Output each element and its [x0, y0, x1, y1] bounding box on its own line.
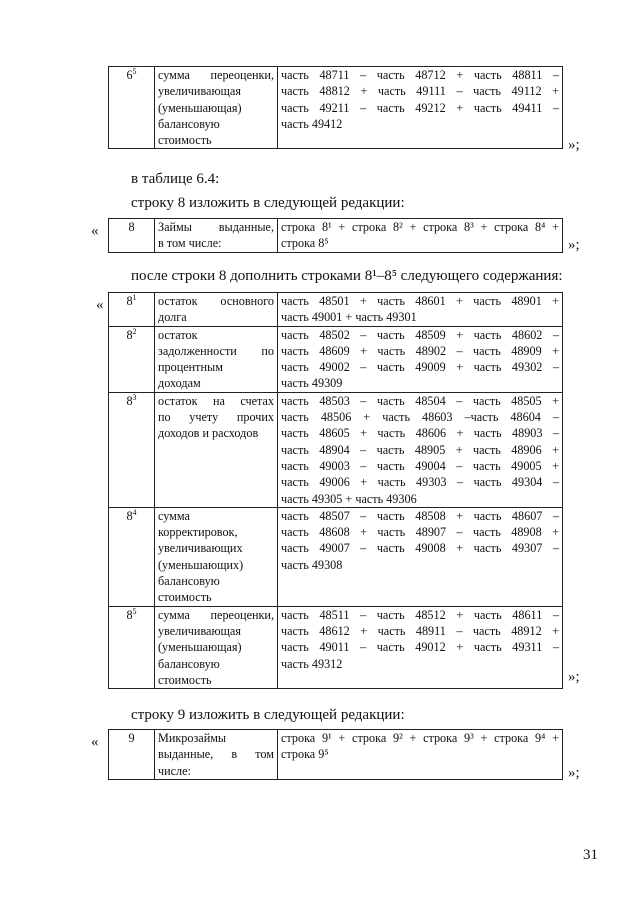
row-formula: часть 48503 – часть 48504 – часть 48505 + часть 48506 + часть 48603 –часть 48604 – часть 48605 + часть 48606 + часть 48903 – часть 48904 – часть 48905 + часть 48906 + часть 49003 – часть 49004 – часть 49005 + часть 49006 + часть 49303 – часть 49304 – часть 49305 + часть 49306 [278, 392, 563, 507]
row-number: $8^3$ [109, 392, 155, 507]
open-quote: « [96, 297, 104, 313]
row-name: сумма переоценки, увеличивающая (уменьшающая) балансовую стоимость [155, 67, 278, 149]
close-quote: »; [568, 237, 580, 253]
row-number: 9 [109, 730, 155, 780]
row-formula: часть 48711 – часть 48712 + часть 48811 – часть 48812 + часть 49111 – часть 49112 + часть 49211 – часть 49212 + часть 49411 – часть 49412 [278, 67, 563, 149]
table-row [109, 293, 563, 327]
row-number: $8^5$ [109, 606, 155, 688]
table-row [109, 67, 563, 149]
row-name: остаток задолженности по процентным доходам [155, 326, 278, 392]
paragraph-table-6-4: в таблице 6.4: [131, 171, 220, 187]
row-name: Займы выданные, в том числе: [155, 219, 278, 253]
row-formula: часть 48502 – часть 48509 + часть 48602 – часть 48609 + часть 48902 – часть 48909 + часть 49002 – часть 49009 + часть 49302 – часть 49309 [278, 326, 563, 392]
row-number: 8 [109, 219, 155, 253]
table-row [109, 326, 563, 392]
row-name: остаток на счетах по учету прочих доходов и расходов [155, 392, 278, 507]
table-row-6-5 [108, 66, 563, 149]
row-name: сумма переоценки, увеличивающая (уменьшающая) балансовую стоимость [155, 606, 278, 688]
table-row [109, 730, 563, 780]
row-name: Микрозаймы выданные, в том числе: [155, 730, 278, 780]
row-name: остаток основного долга [155, 293, 278, 327]
close-quote: »; [568, 137, 580, 153]
table-rows-8-1-to-8-5 [108, 292, 563, 689]
row-name: сумма корректировок, увеличивающих (уменьшающих) балансовую стоимость [155, 507, 278, 606]
row-number: $6^5$ [109, 67, 155, 149]
table-row [109, 507, 563, 606]
open-quote: « [91, 223, 99, 239]
table-row [109, 219, 563, 253]
row-formula: часть 48511 – часть 48512 + часть 48611 – часть 48612 + часть 48911 – часть 48912 + часть 49011 – часть 49012 + часть 49311 – часть 49312 [278, 606, 563, 688]
row-formula: строка 8¹ + строка 8² + строка 8³ + строка 8⁴ + строка 8⁵ [278, 219, 563, 253]
row-formula: строка 9¹ + строка 9² + строка 9³ + строка 9⁴ + строка 9⁵ [278, 730, 563, 780]
paragraph-add-rows: после строки 8 дополнить строками 8¹–8⁵ следующего содержания: [131, 268, 563, 284]
table-row [109, 392, 563, 507]
table-row [109, 606, 563, 688]
paragraph-row-8: строку 8 изложить в следующей редакции: [131, 195, 405, 211]
row-number: $8^2$ [109, 326, 155, 392]
table-row-9 [108, 729, 563, 780]
open-quote: « [91, 734, 99, 750]
close-quote: »; [568, 669, 580, 685]
row-formula: часть 48501 + часть 48601 + часть 48901 + часть 49001 + часть 49301 [278, 293, 563, 327]
paragraph-row-9: строку 9 изложить в следующей редакции: [131, 707, 405, 723]
row-number: $8^4$ [109, 507, 155, 606]
close-quote: »; [568, 765, 580, 781]
row-number: $8^1$ [109, 293, 155, 327]
page-number: 31 [583, 847, 598, 863]
table-row-8 [108, 218, 563, 253]
row-formula: часть 48507 – часть 48508 + часть 48607 – часть 48608 + часть 48907 – часть 48908 + часть 49007 – часть 49008 + часть 49307 – часть 49308 [278, 507, 563, 606]
